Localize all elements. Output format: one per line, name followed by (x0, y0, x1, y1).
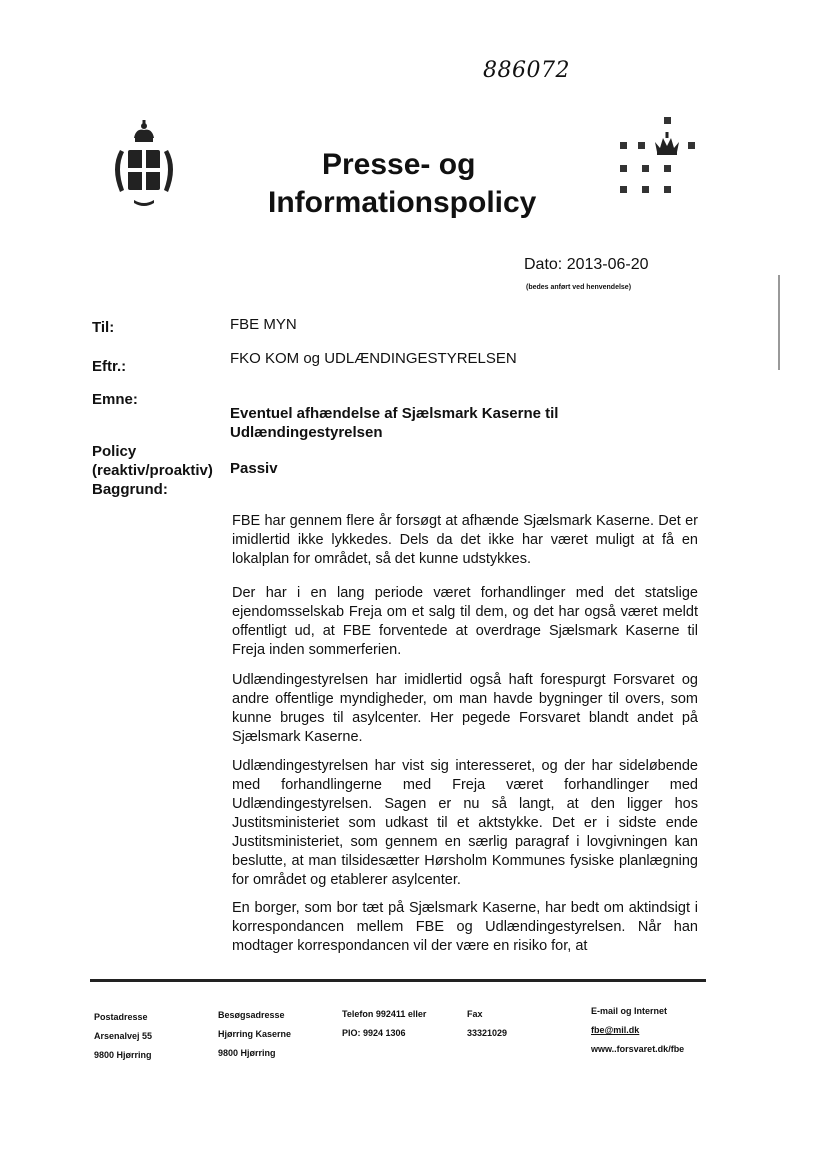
footer-email-link[interactable]: fbe@mil.dk (591, 1025, 640, 1035)
document-date (524, 256, 649, 274)
policy-label-line-2: (reaktiv/proaktiv) (92, 462, 213, 479)
title-line-2: Informationspolicy (268, 186, 537, 219)
body-paragraph: Der har i en lang periode været forhandlinger med det statslige ejendomsselskab Freja om et salg til dem, og det har også været meldt offentligt ud, at FBE forventede at overdrage Sjælsmark Kaserne til Freja inden sommerferien. (232, 585, 698, 658)
footer-heading: Telefon 992411 eller (342, 1009, 427, 1019)
date-note: (bedes anført ved henvendelse) (526, 284, 632, 291)
footer-fax (467, 1005, 507, 1043)
body-paragraph: FBE har gennem flere år forsøgt at afhænde Sjælsmark Kaserne. Det er imidlertid ikke lykkedes. Dels da det ikke har været muligt at få en lokalplan for området, så det kunne udstykkes. (232, 513, 698, 567)
document-title (268, 146, 568, 222)
crown-icon (652, 132, 682, 156)
footer-heading: Postadresse (94, 1012, 148, 1022)
field-value-policy: Passiv (230, 460, 278, 477)
footer-heading: Fax (467, 1009, 483, 1019)
field-label-baggrund: Baggrund: (92, 481, 168, 498)
scan-margin-line (778, 275, 780, 370)
footer-postadresse (94, 1008, 152, 1065)
date-value: 2013-06-20 (566, 256, 649, 273)
footer-heading: Besøgsadresse (218, 1010, 285, 1020)
body-paragraph: En borger, som bor tæt på Sjælsmark Kaserne, har bedt om aktindsigt i korrespondancen mellem FBE og Udlændingestyrelsen. Når han modtager korrespondancen vil der være en risiko for, at (232, 900, 698, 954)
field-label-emne: Emne: (92, 391, 138, 408)
body-paragraph: Udlændingestyrelsen har imidlertid også haft forespurgt Forsvaret og andre offentlige myndigheder, om man havde bygninger til overs, som kunne bruges til asylcenter. Her pegede Forsvaret blandt andet på Sjælsmark Kaserne. (232, 672, 698, 745)
field-label-eftr: Eftr.: (92, 358, 127, 375)
emne-line-1: Eventuel afhændelse af Sjælsmark Kaserne til (230, 405, 559, 422)
field-label-til: Til: (92, 319, 115, 336)
field-value-til: FBE MYN (230, 316, 297, 333)
handwritten-reference-number: 886072 (483, 58, 570, 83)
policy-label-line-1: Policy (92, 443, 137, 460)
emne-line-2: Udlændingestyrelsen (230, 424, 383, 441)
footer-line: 9800 Hjørring (94, 1050, 152, 1060)
footer-line: Hjørring Kaserne (218, 1029, 292, 1039)
footer-website-link[interactable]: www..forsvaret.dk/fbe (591, 1044, 685, 1054)
title-line-1: Presse- og (322, 148, 476, 181)
footer-divider (90, 979, 706, 982)
footer-telefon (342, 1005, 426, 1043)
field-value-emne (230, 404, 558, 442)
footer-line: PIO: 9924 1306 (342, 1028, 406, 1038)
footer-line: Arsenalvej 55 (94, 1031, 153, 1041)
footer-email (591, 1002, 684, 1059)
field-label-policy (92, 442, 213, 499)
body-paragraph: Udlændingestyrelsen har vist sig interesseret, og der har sideløbende med forhandlingerne med Freja været forhandlinger med Udlændingestyrelsen. Sagen er nu så langt, at den ligger hos Justitsministeriet som udkast til et aktstykke. Det er i sidste ende Justitsministeriet, som gennem en særlig paragraf i lovgivningen kan beslutte, at man tilsidesætter Hørsholm Kommunes fysiske planlægning for området og etablerer asylcenter. (232, 758, 698, 888)
crown-emblem-logo (106, 120, 182, 212)
date-label: Dato: (524, 256, 563, 273)
footer-besoegsadresse (218, 1006, 291, 1063)
footer-line: 9800 Hjørring (218, 1048, 276, 1058)
footer-line: 33321029 (467, 1028, 508, 1038)
footer-heading: E-mail og Internet (591, 1006, 668, 1016)
field-value-eftr: FKO KOM og UDLÆNDINGESTYRELSEN (230, 350, 517, 367)
defence-dot-grid-logo (612, 112, 702, 202)
